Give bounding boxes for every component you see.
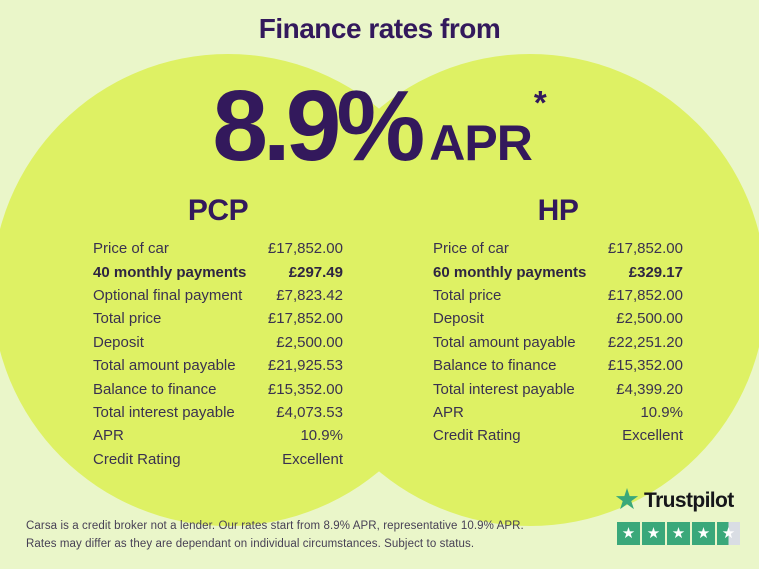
row-label: Total amount payable: [433, 333, 576, 351]
trustpilot-star-icon: ★: [614, 484, 640, 516]
rate-value: 8.9%: [212, 70, 421, 182]
row-label: Total price: [433, 286, 502, 304]
row-label: Balance to finance: [93, 380, 217, 398]
apr-asterisk: *: [533, 84, 547, 121]
row-value: £17,852.00: [607, 286, 683, 304]
row-value: £22,251.20: [607, 333, 683, 351]
star-glyph-icon: ★: [671, 525, 686, 542]
row-label: Credit Rating: [433, 427, 521, 445]
row-value: £2,500.00: [276, 333, 343, 351]
row-value: £15,352.00: [607, 357, 683, 375]
star-glyph-icon: ★: [621, 525, 636, 542]
rating-star-full: [642, 522, 665, 545]
table-row: [433, 331, 683, 354]
row-label: Total interest payable: [433, 380, 575, 398]
trustpilot-logo: [614, 486, 748, 515]
table-row: [433, 260, 683, 283]
row-label: APR: [93, 427, 124, 445]
apr-label: APR: [429, 115, 532, 171]
row-label: Total amount payable: [93, 357, 236, 375]
table-row: [433, 237, 683, 260]
table-row: [433, 284, 683, 307]
headline-rate: [0, 50, 759, 208]
row-value: £4,399.20: [616, 380, 683, 398]
row-label: Deposit: [93, 333, 144, 351]
table-row: [93, 307, 343, 330]
row-value: £17,852.00: [267, 240, 343, 258]
row-value: Excellent: [282, 450, 343, 468]
row-label: Credit Rating: [93, 450, 181, 468]
row-value: £297.49: [288, 263, 343, 281]
disclaimer-line-1: Carsa is a credit broker not a lender. Our rates start from 8.9% APR, representative 10.9% APR.: [26, 520, 524, 532]
table-row: [433, 377, 683, 400]
row-label: Balance to finance: [433, 357, 557, 375]
hp-table: [433, 194, 683, 448]
header-eyebrow: Finance rates from: [258, 13, 501, 44]
row-label: Total price: [93, 310, 162, 328]
table-row: [93, 284, 343, 307]
pcp-table: [93, 194, 343, 471]
trustpilot-widget: [614, 486, 748, 545]
hp-table-title: HP: [537, 194, 579, 227]
row-value: £7,823.42: [276, 286, 343, 304]
rating-star-full: [667, 522, 690, 545]
row-value: £329.17: [628, 263, 683, 281]
row-value: £17,852.00: [267, 310, 343, 328]
table-row: [93, 354, 343, 377]
table-row: [93, 424, 343, 447]
table-row: [93, 377, 343, 400]
table-row: [93, 260, 343, 283]
table-row: [433, 307, 683, 330]
row-value: £15,352.00: [267, 380, 343, 398]
table-row: [93, 401, 343, 424]
row-label: Total interest payable: [93, 403, 235, 421]
row-label: 60 monthly payments: [433, 263, 587, 281]
star-glyph-icon: ★: [696, 525, 711, 542]
star-glyph-icon: ★: [721, 525, 736, 542]
row-value: £17,852.00: [607, 240, 683, 258]
star-glyph-icon: ★: [646, 525, 661, 542]
table-row: [93, 448, 343, 471]
table-row: [433, 401, 683, 424]
rating-star-full: [617, 522, 640, 545]
row-label: 40 monthly payments: [93, 263, 247, 281]
pcp-table-title: PCP: [187, 194, 249, 227]
row-value: £4,073.53: [276, 403, 343, 421]
row-value: Excellent: [622, 427, 683, 445]
table-row: [93, 237, 343, 260]
row-label: Optional final payment: [93, 286, 243, 304]
trustpilot-rating-stars: [617, 522, 748, 545]
disclaimer-line-2: Rates may differ as they are dependant on individual circumstances. Subject to status.: [26, 538, 475, 550]
row-label: APR: [433, 403, 464, 421]
rating-star-half: [717, 522, 740, 545]
table-row: [93, 331, 343, 354]
row-value: 10.9%: [640, 403, 683, 421]
disclaimer: [26, 517, 586, 553]
row-label: Deposit: [433, 310, 484, 328]
row-value: £21,925.53: [267, 357, 343, 375]
trustpilot-wordmark: Trustpilot: [644, 488, 734, 512]
pcp-table-rows: [93, 237, 343, 471]
row-value: 10.9%: [300, 427, 343, 445]
table-row: [433, 354, 683, 377]
row-label: Price of car: [433, 240, 509, 258]
table-row: [433, 424, 683, 447]
row-label: Price of car: [93, 240, 169, 258]
row-value: £2,500.00: [616, 310, 683, 328]
hp-table-rows: [433, 237, 683, 448]
rating-star-full: [692, 522, 715, 545]
